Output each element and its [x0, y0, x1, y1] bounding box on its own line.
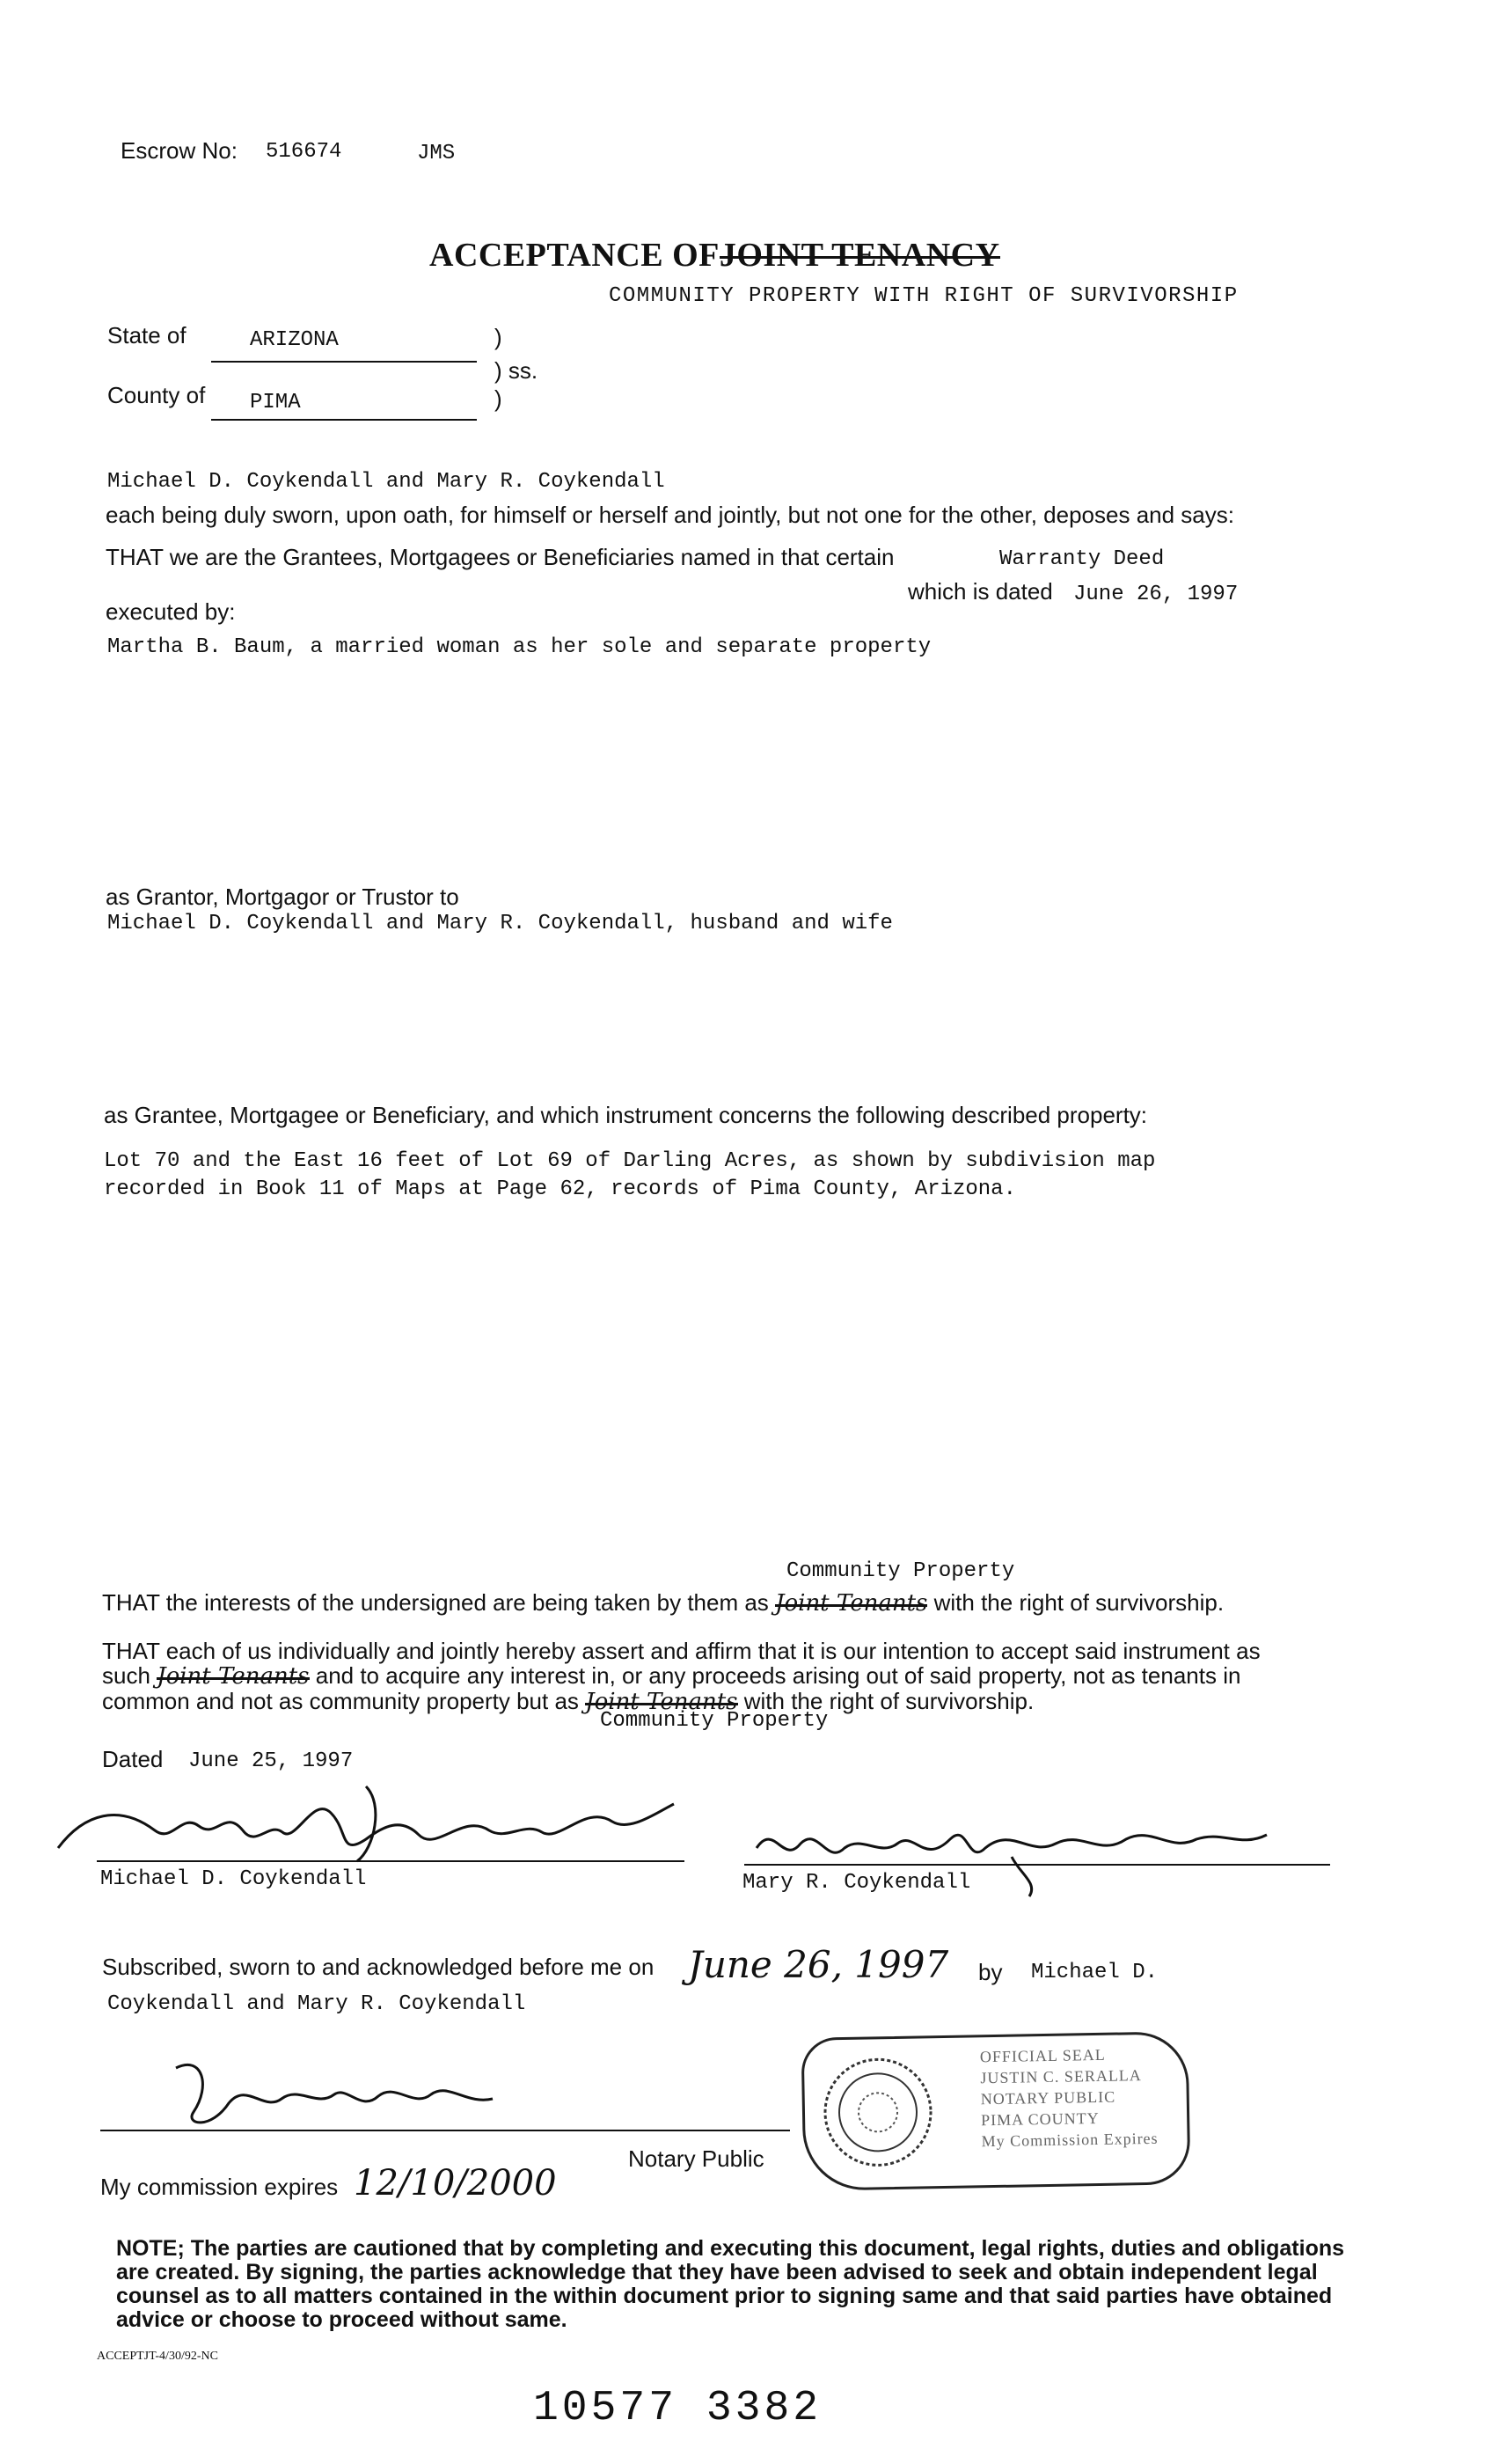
state-underline: [211, 361, 477, 363]
p2-line3-start: common and not as community property but as: [102, 1688, 579, 1714]
venue-paren-1: ): [494, 324, 502, 350]
venue-ss: ) ss.: [494, 357, 538, 384]
notary-public-label: Notary Public: [628, 2145, 764, 2172]
p2-line3-end: with the right of survivorship.: [743, 1688, 1035, 1714]
escrow-initials: JMS: [417, 142, 456, 165]
by-value-line-2: Coykendall and Mary R. Coykendall: [107, 1992, 526, 2016]
signature-line-2: [744, 1864, 1330, 1866]
state-value: ARIZONA: [250, 328, 339, 352]
recording-number: 10577 3382: [533, 2385, 823, 2432]
interests-p2-line-1: THAT each of us individually and jointly hereby assert and affirm that it is our intention to accept said instrument as: [102, 1638, 1261, 1664]
seal-text-line-2: JUSTIN C. SERALLA: [980, 2066, 1143, 2087]
interests-text-end: with the right of survivorship.: [933, 1589, 1225, 1616]
p2-line2-end: and to acquire any interest in, or any proceeds arising out of said property, not as tenants in: [315, 1662, 1241, 1689]
seal-text-line-1: OFFICIAL SEAL: [979, 2045, 1106, 2066]
title-prefix: ACCEPTANCE OF: [429, 237, 720, 274]
title-struck-text: JOINT TENANCY: [719, 237, 1000, 274]
signer-2-name: Mary R. Coykendall: [742, 1871, 971, 1895]
venue-paren-2: ): [494, 385, 502, 412]
notary-signature: [158, 2050, 528, 2138]
dated-label: which is dated: [908, 578, 1053, 605]
as-grantor-label: as Grantor, Mortgagor or Trustor to: [106, 884, 459, 910]
county-label: County of: [107, 382, 206, 408]
instrument-type: Warranty Deed: [999, 547, 1165, 571]
interests-text-start: THAT the interests of the undersigned are being taken by them as: [102, 1589, 769, 1616]
notary-signature-line: [100, 2130, 790, 2131]
struck-joint-tenants-3: Joint Tenants: [585, 1689, 738, 1715]
affiants-names: Michael D. Coykendall and Mary R. Coykendall: [107, 470, 665, 494]
notary-seal: [801, 2031, 1191, 2191]
property-description-line-2: recorded in Book 11 of Maps at Page 62, records of Pima County, Arizona.: [104, 1177, 1016, 1201]
seal-emblem-icon: [820, 2054, 936, 2170]
insert-community-property-1: Community Property: [786, 1559, 1015, 1583]
seal-text-line-3: NOTARY PUBLIC: [980, 2087, 1116, 2108]
interests-paragraph-1: [102, 1589, 1224, 1617]
county-underline: [211, 419, 477, 421]
commission-date: 12/10/2000: [354, 2163, 557, 2204]
insert-community-property-2: Community Property: [600, 1709, 829, 1733]
grantee-name: Michael D. Coykendall and Mary R. Coykendall, husband and wife: [107, 912, 893, 935]
seal-text-block: [980, 2043, 1159, 2152]
that-grantees-text: THAT we are the Grantees, Mortgagees or Beneficiaries named in that certain: [106, 544, 895, 570]
escrow-number: 516674: [266, 140, 342, 164]
document-title: [429, 236, 1000, 275]
by-label: by: [978, 1959, 1003, 1985]
subscribed-text: Subscribed, sworn to and acknowledged before me on: [102, 1954, 655, 1980]
form-code: ACCEPTJT-4/30/92-NC: [97, 2350, 218, 2363]
state-label: State of: [107, 322, 186, 348]
signing-dated-label: Dated: [102, 1746, 164, 1772]
signing-dated-value: June 25, 1997: [188, 1749, 354, 1773]
commission-label: My commission expires: [100, 2174, 339, 2200]
sworn-statement: each being duly sworn, upon oath, for himself or herself and jointly, but not one for the other, deposes and says:: [106, 502, 1234, 528]
legal-note: NOTE; The parties are cautioned that by completing and executing this document, legal rights, duties and obligations are created. By signing, the parties acknowledge that they have been advised to seek and obtain independent legal counsel as to all matters contained in the within document prior to signing same and that said parties have obtained advice or choose to proceed without same.: [116, 2236, 1345, 2332]
county-value: PIMA: [250, 391, 301, 414]
by-value-line-1: Michael D.: [1031, 1961, 1159, 1984]
property-description-line-1: Lot 70 and the East 16 feet of Lot 69 of Darling Acres, as shown by subdivision map: [104, 1149, 1156, 1173]
struck-joint-tenants-2: Joint Tenants: [157, 1663, 310, 1690]
p2-line2-start: such: [102, 1662, 150, 1689]
seal-text-line-4: PIMA COUNTY: [981, 2108, 1100, 2130]
struck-joint-tenants-1: Joint Tenants: [775, 1590, 928, 1617]
escrow-label: Escrow No:: [121, 137, 238, 164]
grantor-name: Martha B. Baum, a married woman as her sole and separate property: [107, 635, 932, 659]
interests-paragraph-2: [102, 1639, 1261, 1714]
notary-handwritten-date: June 26, 1997: [688, 1943, 949, 1986]
as-grantee-label: as Grantee, Mortgagee or Beneficiary, and which instrument concerns the following described property:: [104, 1102, 1148, 1128]
instrument-date: June 26, 1997: [1073, 583, 1239, 606]
signature-line-1: [97, 1860, 684, 1862]
executed-by-label: executed by:: [106, 598, 236, 625]
signer-1-name: Michael D. Coykendall: [100, 1867, 367, 1891]
seal-text-line-5: My Commission Expires: [981, 2129, 1159, 2151]
interests-p2-line-2: [102, 1663, 1261, 1689]
title-replacement: COMMUNITY PROPERTY WITH RIGHT OF SURVIVORSHIP: [609, 284, 1239, 308]
